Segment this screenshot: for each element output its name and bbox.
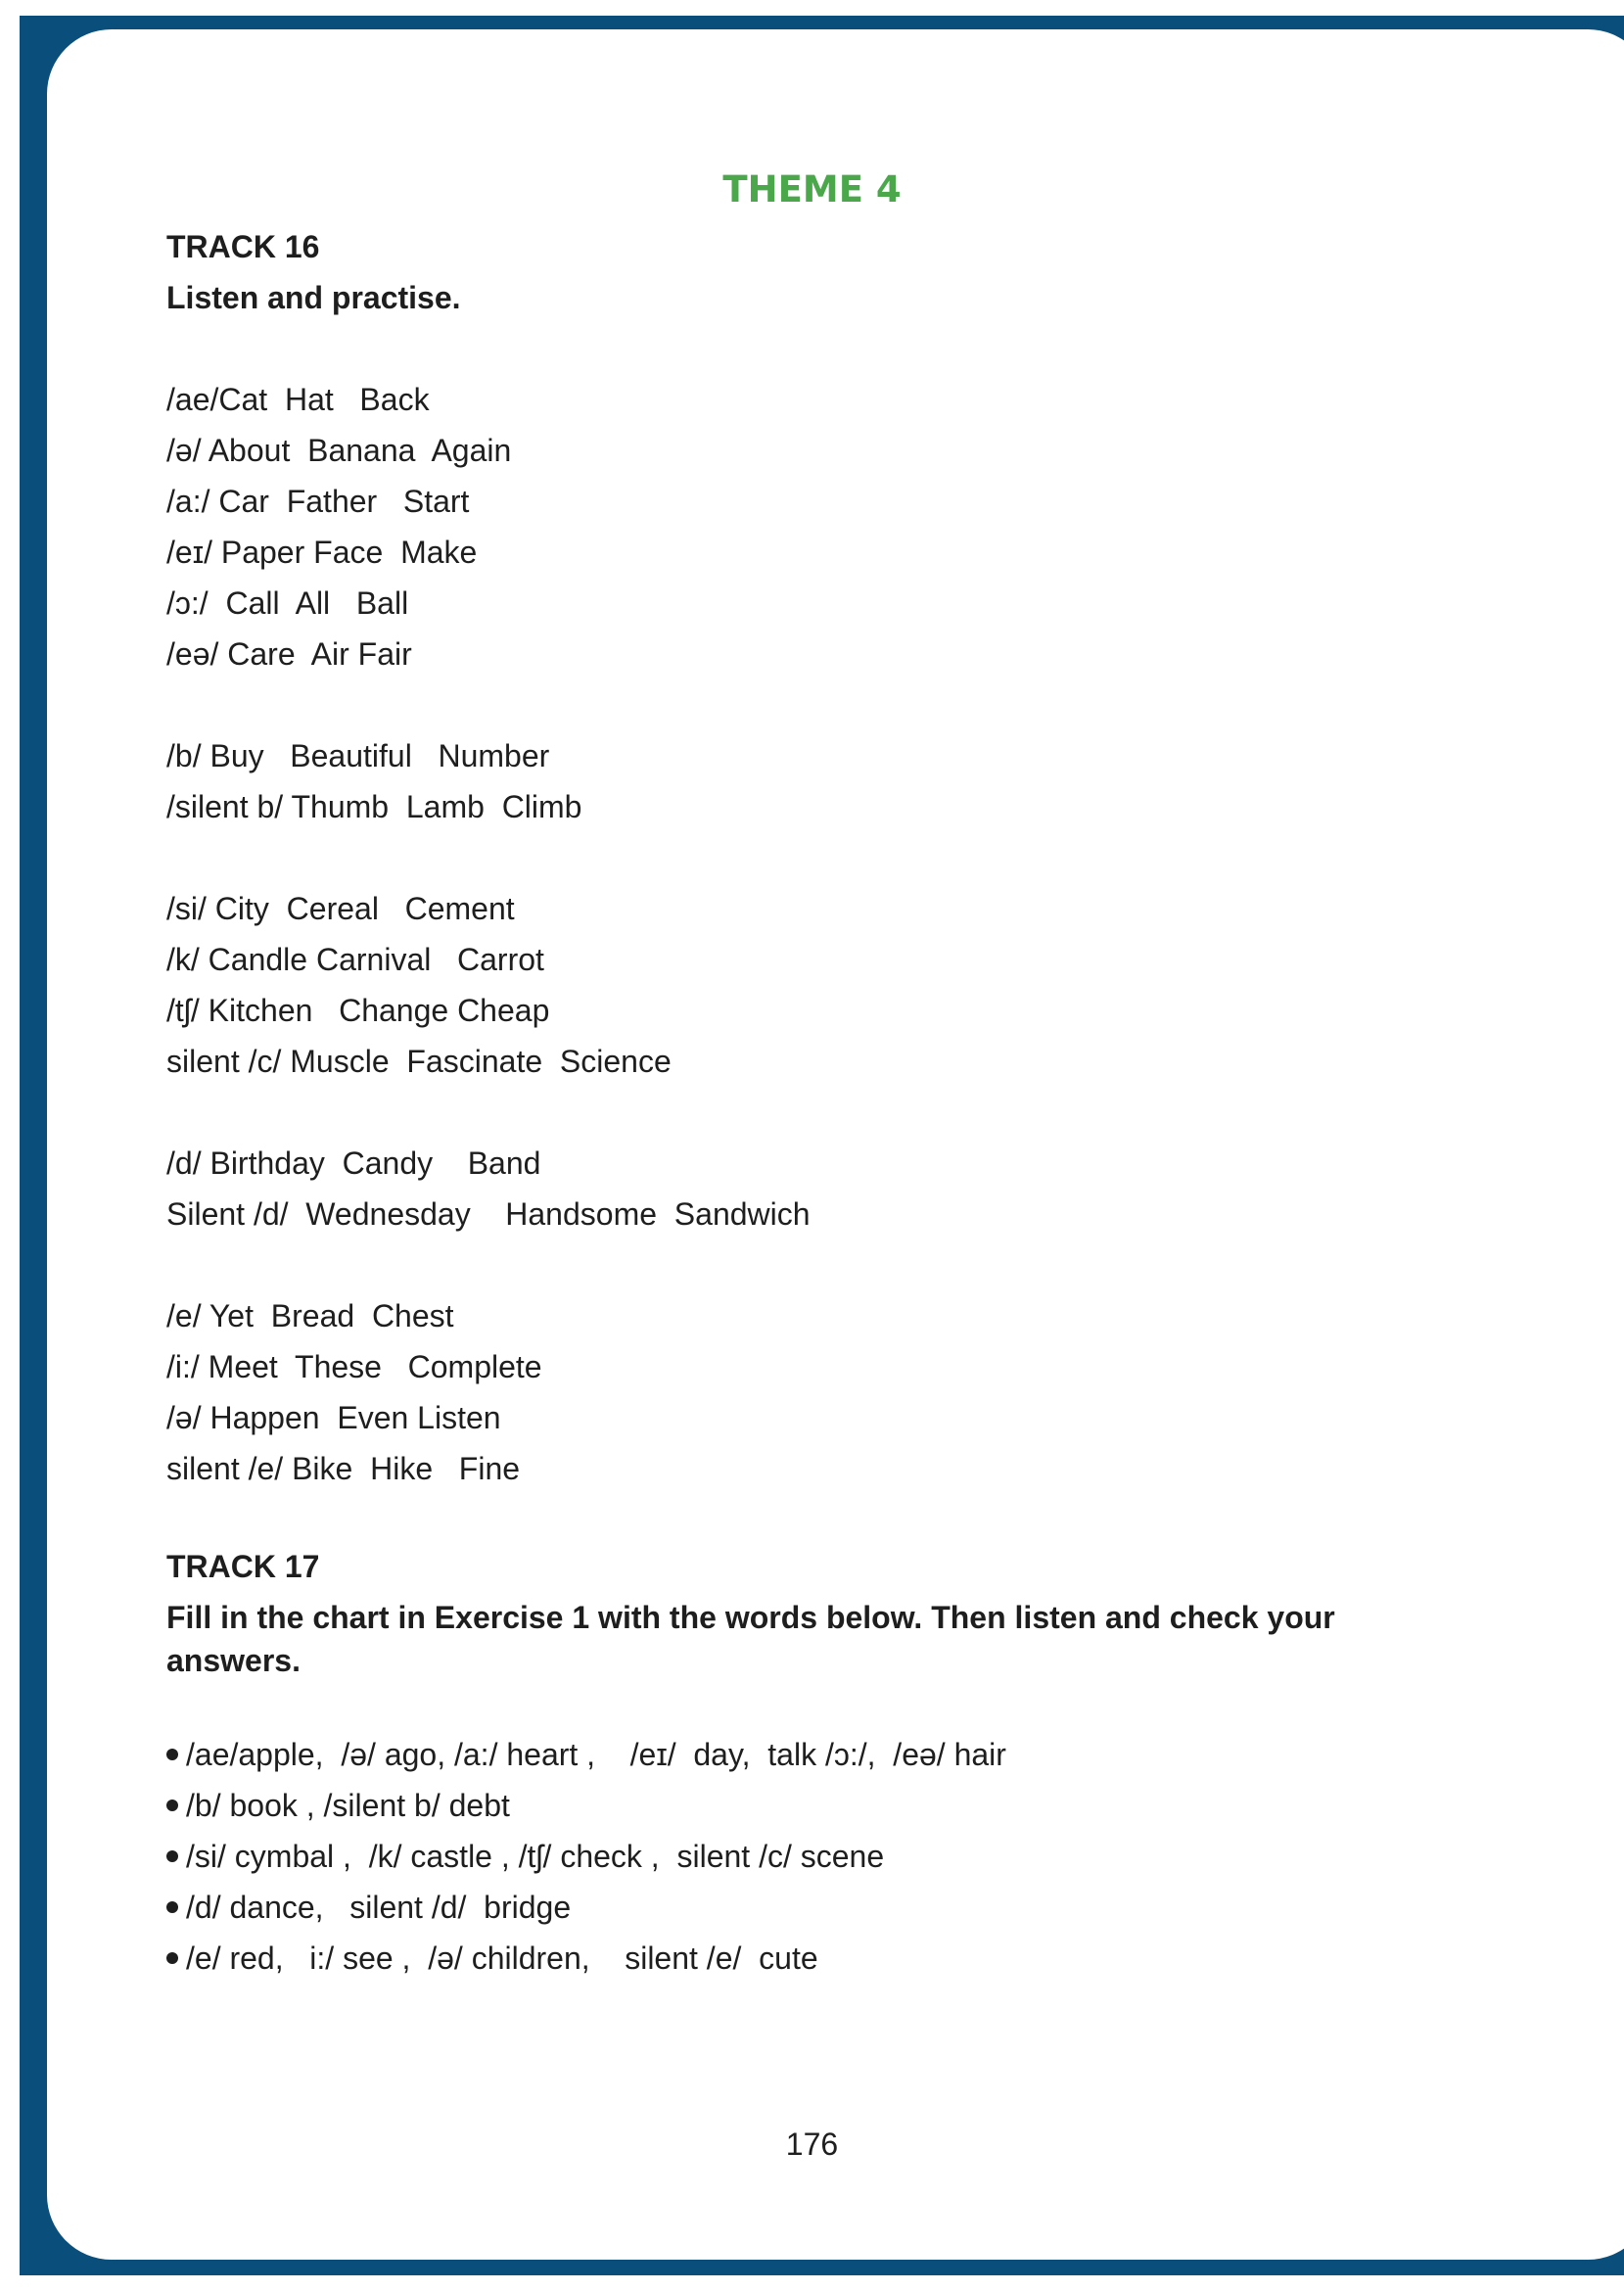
- word-line: /eɪ/ Paper Face Make: [166, 535, 478, 570]
- spacer: [166, 679, 1439, 730]
- bullet-item: [166, 1831, 1439, 1882]
- word-line: silent /e/ Bike Hike Fine: [166, 1451, 521, 1486]
- spacer: [166, 323, 1439, 374]
- word-line: /k/ Candle Carnival Carrot: [166, 942, 544, 977]
- bullet-dot-icon: [166, 1901, 178, 1913]
- word-line: /a:/ Car Father Start: [166, 484, 470, 519]
- word-line: /silent b/ Thumb Lamb Climb: [166, 789, 582, 824]
- bullet-text: /d/ dance, silent /d/ bridge: [186, 1890, 572, 1925]
- track-16-instruction: Listen and practise.: [166, 280, 461, 315]
- bullet-item: [166, 1882, 1439, 1933]
- bullet-text: /si/ cymbal , /k/ castle , /tʃ/ check , silent /c/ scene: [186, 1839, 885, 1874]
- d-sounds-group: [166, 1138, 1439, 1239]
- word-line: /ae/Cat Hat Back: [166, 382, 430, 417]
- bullet-text: /e/ red, i:/ see , /ə/ children, silent /e/ cute: [186, 1940, 818, 1976]
- track-17-label: TRACK 17: [166, 1549, 320, 1584]
- bullet-text: /ae/apple, /ə/ ago, /a:/ heart , /eɪ/ day, talk /ɔ:/, /eə/ hair: [186, 1737, 1006, 1772]
- page-content: [166, 221, 1439, 1984]
- word-line: /si/ City Cereal Cement: [166, 891, 515, 926]
- b-sounds-group: [166, 730, 1439, 832]
- bullet-dot-icon: [166, 1952, 178, 1964]
- page-number: 176: [785, 2127, 839, 2162]
- e-sounds-group: [166, 1290, 1439, 1494]
- word-line: /tʃ/ Kitchen Change Cheap: [166, 993, 550, 1028]
- word-line: /i:/ Meet These Complete: [166, 1349, 542, 1384]
- vowel-sounds-group: [166, 374, 1439, 679]
- word-line: /b/ Buy Beautiful Number: [166, 738, 550, 773]
- c-sounds-group: [166, 883, 1439, 1087]
- bullet-dot-icon: [166, 1850, 178, 1862]
- spacer: [166, 1239, 1439, 1290]
- word-line: /ə/ About Banana Again: [166, 433, 512, 468]
- bullet-item: [166, 1780, 1439, 1831]
- word-line: /ə/ Happen Even Listen: [166, 1400, 501, 1435]
- theme-title: THEME 4: [722, 168, 902, 210]
- word-line: silent /c/ Muscle Fascinate Science: [166, 1044, 672, 1079]
- word-line: /eə/ Care Air Fair: [166, 636, 412, 672]
- word-line: /e/ Yet Bread Chest: [166, 1298, 454, 1333]
- word-line: Silent /d/ Wednesday Handsome Sandwich: [166, 1196, 811, 1232]
- spacer: [166, 1494, 1439, 1541]
- word-line: /d/ Birthday Candy Band: [166, 1146, 541, 1181]
- track-16-label: TRACK 16: [166, 229, 320, 264]
- bullet-text: /b/ book , /silent b/ debt: [186, 1788, 510, 1823]
- track-17-instruction: Fill in the chart in Exercise 1 with the words below. Then listen and check your answers.: [166, 1600, 1335, 1678]
- spacer: [166, 1087, 1439, 1138]
- bullet-item: [166, 1933, 1439, 1984]
- bullet-dot-icon: [166, 1800, 178, 1811]
- bullet-item: [166, 1729, 1439, 1780]
- word-bullet-list: [166, 1729, 1439, 1984]
- spacer: [166, 1682, 1439, 1729]
- spacer: [166, 832, 1439, 883]
- bullet-dot-icon: [166, 1749, 178, 1760]
- word-line: /ɔ:/ Call All Ball: [166, 585, 409, 621]
